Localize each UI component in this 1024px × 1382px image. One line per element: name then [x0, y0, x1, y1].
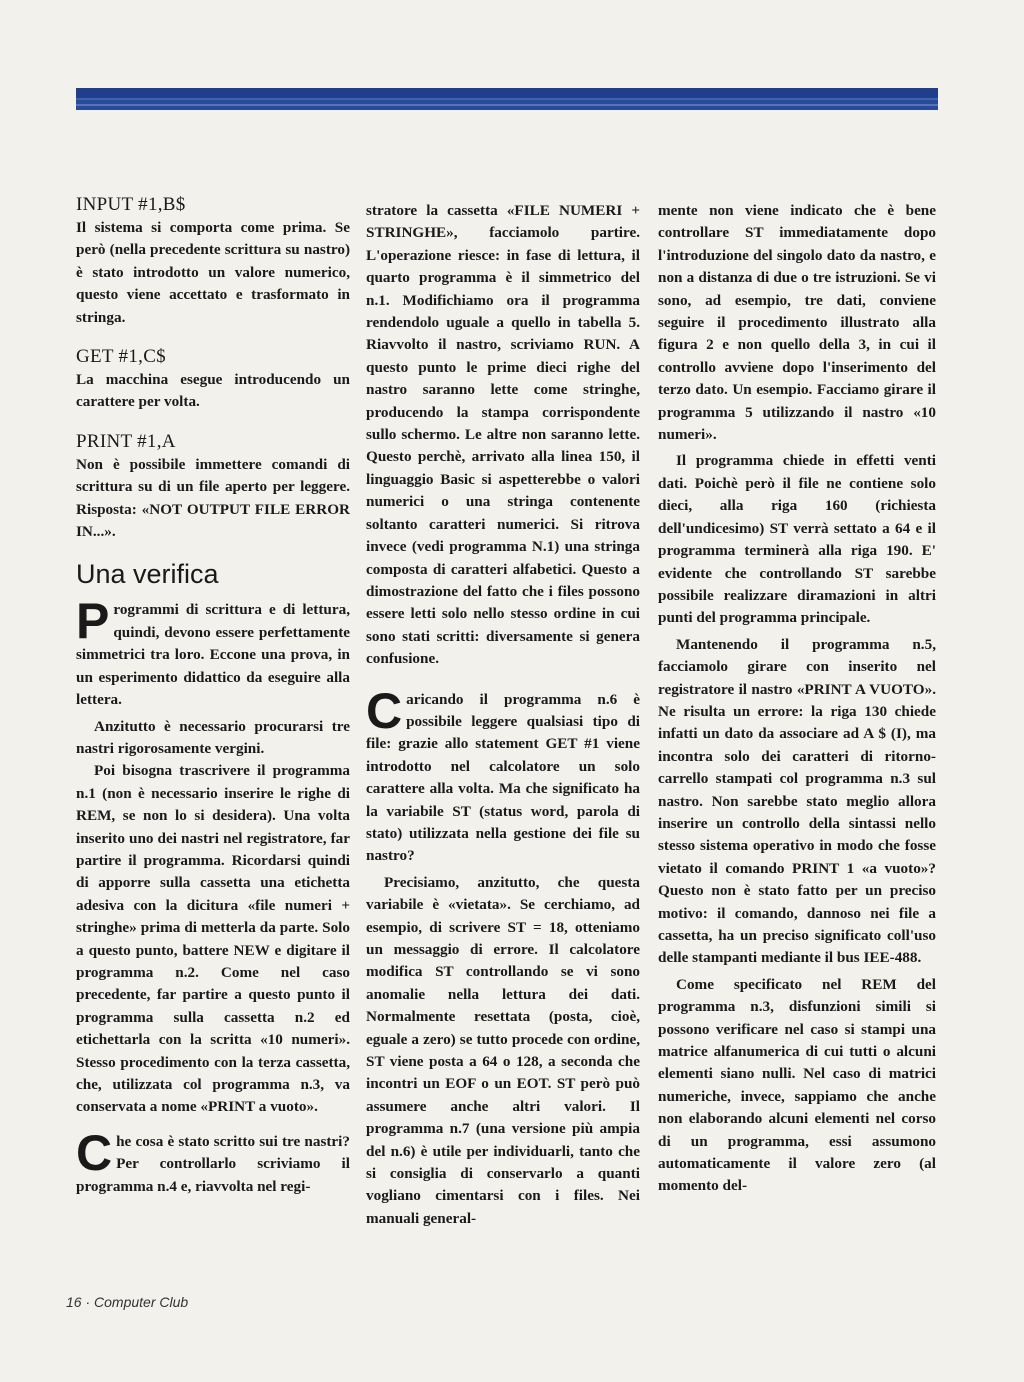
column-1	[76, 193, 350, 1198]
drop-cap: P	[76, 593, 110, 650]
column-3	[658, 200, 936, 1198]
paragraph: Come specificato nel REM del programma n.3, disfunzioni simili si possono verificare nel caso si stampi una matrice alfanumerica di cui tutti o alcuni elementi siano nulli. Nel caso di matrici numeriche, invece, sappiamo che anche non elaborando alcuni elementi nel corso di un programma, essi assumono automaticamente il valore zero (al momento del-	[658, 975, 936, 1195]
paragraph-text: aricando il programma n.6 è possibile leggere qualsiasi tipo di file: grazie allo statement GET #1 viene introdotto nel calcolatore un solo carattere alla volta. Ma che significato ha la variabile ST (status word, parola di stato) utilizzata nella gestione dei file su nastro?	[366, 690, 640, 865]
paragraph: mente non viene indicato che è bene controllare ST immediatamente dopo l'introduzione del singolo dato da nastro, e non a distanza di due o tre istruzioni. Se vi sono, ad esempio, tre dati, conviene seguire il procedimento illustrato alla figura 2 e non quello della 3, in cui il controllo avviene dopo l'inserimento del terzo dato. Un esempio. Facciamo girare il programma 5 utilizzando il nastro «10 numeri».	[658, 202, 936, 444]
paragraph: Poi bisogna trascrivere il programma n.1 (non è necessario inserire le righe di REM, se non lo si desidera). Una volta inserito uno dei nastri nel registratore, far partire il programma. Ricordarsi quindi di apporre sulla cassetta una etichetta adesiva con la dicitura «file numeri + stringhe» prima di metterla da parte. Solo a questo punto, battere NEW e digitare il programma n.2. Come nel caso precedente, far partire a questo punto il programma sulla cassetta n.2 ed etichettarla con la scritta «10 numeri». Stesso procedimento con la terza cassetta, che, utilizzata col programma n.3, va conservata a nome «PRINT a vuoto».	[76, 762, 350, 1116]
command-description: Non è possibile immettere comandi di scrittura su di un file aperto per leggere. Risposta: «NOT OUTPUT FILE ERROR IN...».	[76, 455, 350, 541]
command-title: PRINT #1,A	[76, 430, 176, 452]
command-block-get	[76, 345, 350, 414]
paragraph: Il programma chiede in effetti venti dati. Poichè però il file ne contiene solo dieci, alla riga 160 (richiesta dell'undicesimo) ST verrà settato a 64 e il programma terminerà alla riga 190. E' evidente che controllando ST sarebbe possibile realizzare diramazioni in altri punti del programma principale.	[658, 452, 936, 627]
paragraph-text: he cosa è stato scritto sui tre nastri? Per controllarlo scriviamo il programma n.4 e, riavvolta nel regi-	[76, 1132, 350, 1195]
command-block-print	[76, 430, 350, 544]
paragraph-text: rogrammi di scrittura e di lettura, quindi, devono essere perfettamente simmetrici tra loro. Eccone una prova, in un esperimento didattico da eseguire alla lettera.	[76, 601, 350, 709]
paragraph: Anzitutto è necessario procurarsi tre nastri rigorosamente vergini.	[76, 717, 350, 757]
paragraph	[76, 593, 350, 711]
paragraph: Mantenendo il programma n.5, facciamolo girare con inserito nel registratore il nastro «PRINT A VUOTO». Ne risulta un errore: la riga 130 chiede infatti un dato da associare ad A $ (I), ma incontra solo dei caratteri di ritorno-carrello stampati col programma n.3 sul nastro. Non sarebbe stato meglio allora inserire un controllo della sintassi nello stesso sistema operativo in modo che fosse vietato il comando PRINT 1 «a vuoto»? Questo non è stato fatto per un preciso motivo: il comando, dannoso nei file a cassetta, ha un preciso significato coll'uso delle stampanti mediante il bus IEE-488.	[658, 635, 936, 967]
paragraph	[366, 682, 640, 868]
command-title: INPUT #1,B$	[76, 194, 186, 215]
section-heading: Una verifica	[76, 559, 219, 590]
command-title: GET #1,C$	[76, 346, 166, 368]
drop-cap: C	[366, 682, 403, 739]
paragraph: Precisiamo, anzitutto, che questa variabile è «vietata». Se cerchiamo, ad esempio, di scrivere ST = 18, otteniamo un messaggio di errore. Il calcolatore modifica ST controllando se vi sono anomalie nella lettura dei dati. Normalmente resettata (posta, cioè, eguale a zero) se tutto procede con ordine, ST viene posta a 64 o 128, a seconda che incontri un EOF o un EOT. ST però può assumere anche altri valori. Il programma n.7 (una versione più ampia del n.6) è utile per individuarli, tanto che si consiglia di conservarlo a quanti vogliano cimentarsi con i files. Nei manuali general-	[366, 873, 640, 1227]
page-footer: 16 · Computer Club	[66, 1294, 189, 1310]
header-band	[76, 88, 938, 110]
command-description: La macchina esegue introducendo un carattere per volta.	[76, 371, 350, 411]
paragraph: stratore la cassetta «FILE NUMERI + STRINGHE», facciamolo partire. L'operazione riesce: in fase di lettura, il quarto programma è il simmetrico del n.1. Modifichiamo ora il programma rendendolo uguale a quello in tabella 5. Riavvolto il nastro, scriviamo RUN. A questo punto le prime dieci righe del nastro saranno lette come stringhe, producendo la stampa corrispondente sullo schermo. Le altre non saranno lette. Questo perchè, arrivato alla linea 150, il linguaggio Basic si aspetterebbe o valori numerici o una stringa contenente soltanto caratteri numerici. Si ritrova invece (vedi programma N.1) una stringa composta di caratteri alfabetici. Questo a dimostrazione del fatto che i files possono essere letti solo nello stesso ordine in cui sono stati scritti: diversamente si genera confusione.	[366, 202, 640, 668]
column-2	[366, 200, 640, 1230]
drop-cap: C	[76, 1124, 113, 1181]
command-block-input	[76, 193, 350, 329]
command-description: Il sistema si comporta come prima. Se però (nella precedente scrittura su nastro) è stato introdotto un valore numerico, questo viene accettato e trasformato in stringa.	[76, 219, 350, 326]
paragraph	[76, 1124, 350, 1198]
